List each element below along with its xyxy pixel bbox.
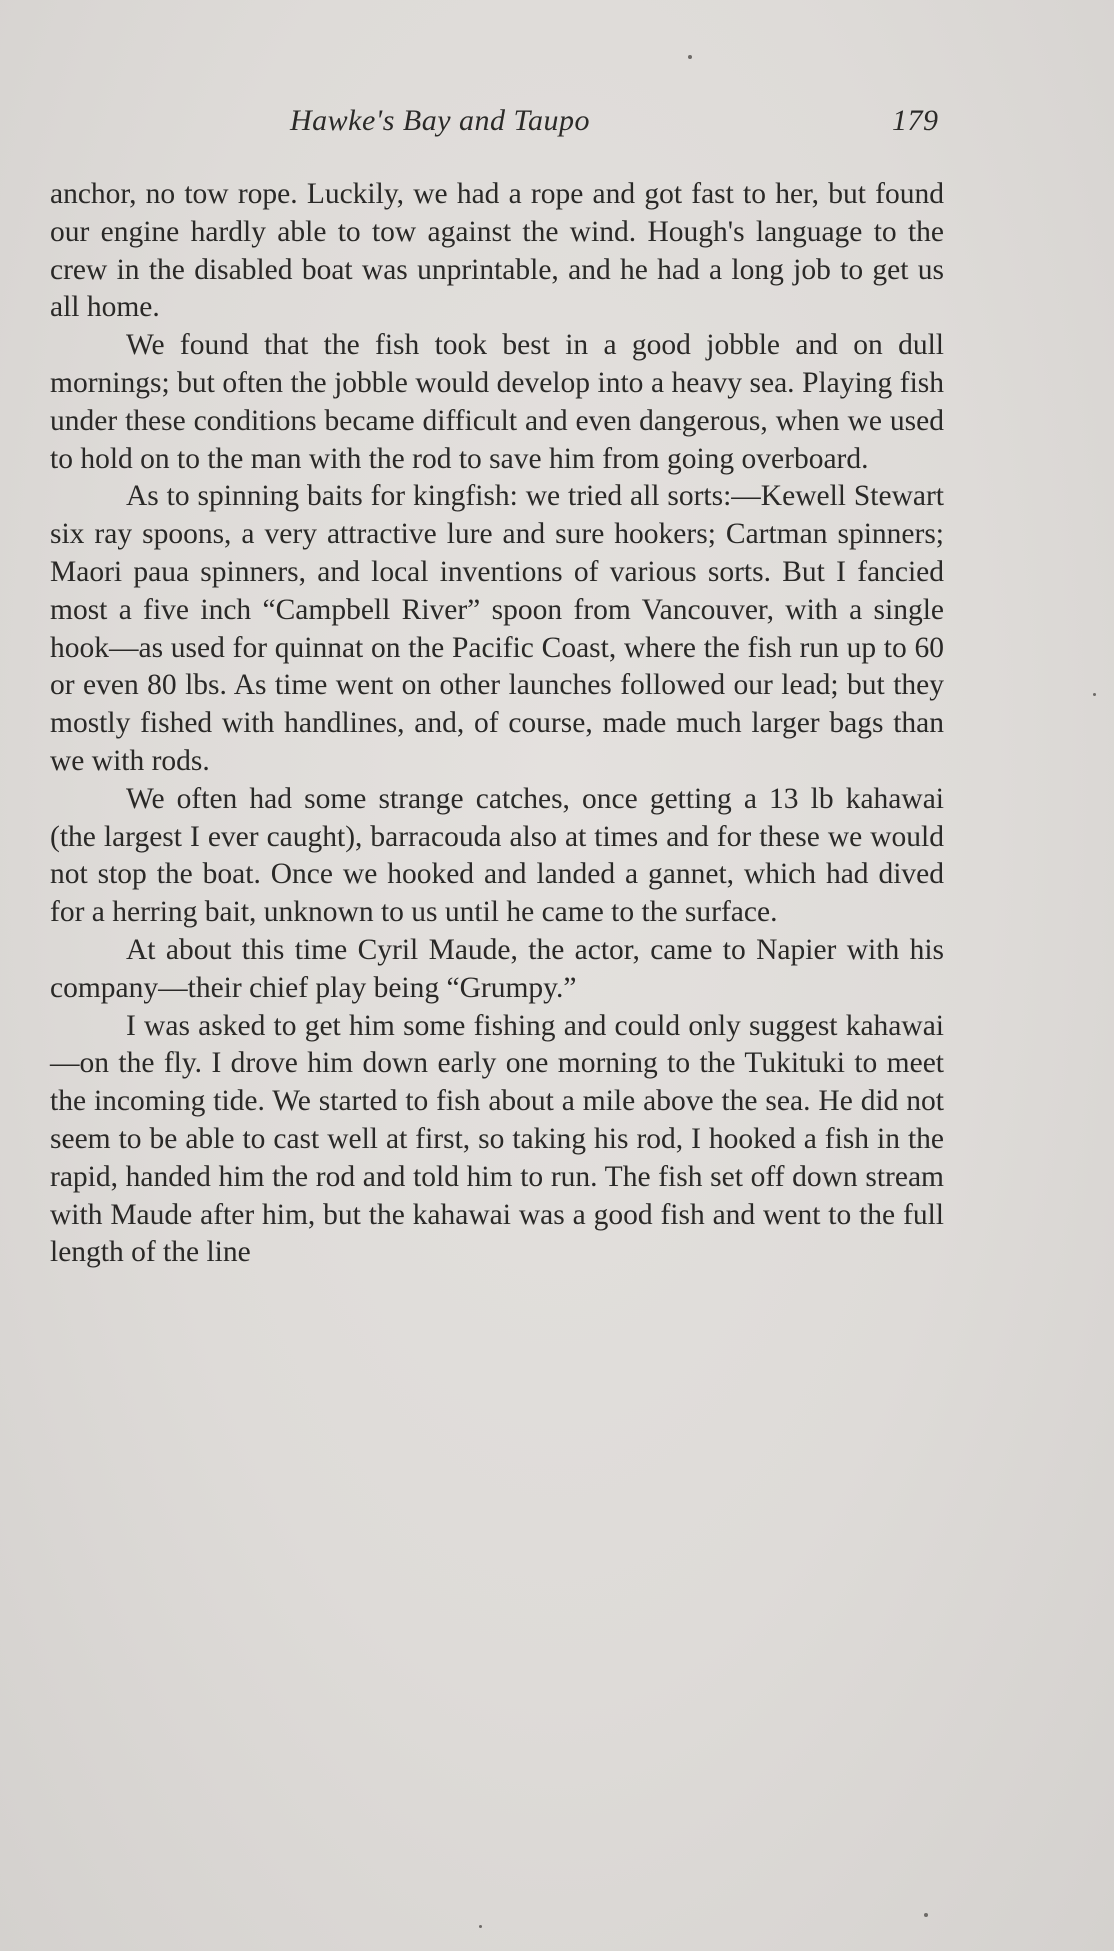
running-header: [0, 104, 1114, 154]
paragraph: We often had some strange catches, once getting a 13 lb kahawai (the largest I ever caught), barracouda also at times and for these we would not stop the boat. Once we hooked and landed a gannet, which had dived for a herring bait, unknown to us until he came to the surface.: [50, 782, 944, 929]
page-number: 179: [892, 104, 939, 137]
paper-speck: [1093, 693, 1096, 696]
paragraph: I was asked to get him some fishing and could only suggest kahawai—on the fly. I drove him down early one morning to the Tukituki to meet the incoming tide. We started to fish about a mile above the sea. He did not seem to be able to cast well at first, so taking his rod, I hooked a fish in the rapid, handed him the rod and told him to run. The fish set off down stream with Maude after him, but the kahawai was a good fish and went to the full length of the line: [50, 1009, 944, 1269]
running-title: Hawke's Bay and Taupo: [290, 104, 590, 137]
paragraph: anchor, no tow rope. Luckily, we had a rope and got fast to her, but found our engine hardly able to tow against the wind. Hough's language to the crew in the disabled boat was unprintable, and he had a long job to get us all home.: [50, 178, 944, 324]
paper-speck: [688, 55, 692, 59]
body-text: [50, 176, 944, 1272]
paragraph: We found that the fish took best in a good jobble and on dull mornings; but often the jobble would develop into a heavy sea. Playing fish under these conditions became difficult and even dangerous, when we used to hold on to the man with the rod to save him from going overboard.: [50, 329, 944, 475]
paper-speck: [924, 1913, 928, 1917]
paragraph: As to spinning baits for kingfish: we tried all sorts:—Kewell Stewart six ray spoons, a very attractive lure and sure hookers; Cartman spinners; Maori paua spinners, and local inventions of various sorts. But I fancied most a five inch “Campbell River” spoon from Vancouver, with a single hook—as used for quinnat on the Pacific Coast, where the fish run up to 60 or even 80 lbs. As time went on other launches followed our lead; but they mostly fished with handlines, and, of course, made much larger bags than we with rods.: [50, 480, 944, 777]
paper-speck: [479, 1925, 482, 1928]
paragraph: At about this time Cyril Maude, the actor, came to Napier with his company—their chief play being “Grumpy.”: [50, 933, 944, 1004]
